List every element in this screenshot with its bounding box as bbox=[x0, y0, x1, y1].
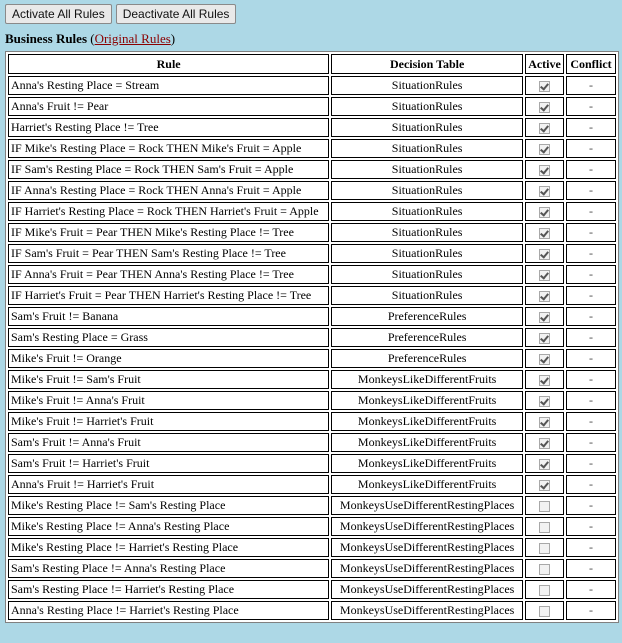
rule-cell: Mike's Fruit != Sam's Fruit bbox=[8, 370, 329, 389]
rule-cell: IF Sam's Fruit = Pear THEN Sam's Resting Place != Tree bbox=[8, 244, 329, 263]
table-row bbox=[8, 391, 616, 410]
conflict-value: - bbox=[589, 414, 593, 428]
conflict-cell bbox=[566, 244, 616, 263]
decision-table-cell: SituationRules bbox=[331, 118, 523, 137]
conflict-value: - bbox=[589, 435, 593, 449]
conflict-value: - bbox=[589, 456, 593, 470]
decision-table-cell: PreferenceRules bbox=[331, 307, 523, 326]
conflict-value: - bbox=[589, 561, 593, 575]
conflict-cell bbox=[566, 118, 616, 137]
active-cell bbox=[525, 286, 564, 305]
active-cell bbox=[525, 433, 564, 452]
toolbar bbox=[5, 4, 236, 24]
table-row bbox=[8, 181, 616, 200]
conflict-cell bbox=[566, 496, 616, 515]
active-checkbox[interactable] bbox=[539, 207, 550, 218]
active-checkbox[interactable] bbox=[539, 102, 550, 113]
table-row bbox=[8, 433, 616, 452]
rule-cell: IF Sam's Resting Place = Rock THEN Sam's Fruit = Apple bbox=[8, 160, 329, 179]
active-checkbox[interactable] bbox=[539, 333, 550, 344]
table-row bbox=[8, 559, 616, 578]
table-row bbox=[8, 118, 616, 137]
rule-cell: Mike's Fruit != Anna's Fruit bbox=[8, 391, 329, 410]
table-row bbox=[8, 244, 616, 263]
conflict-cell bbox=[566, 433, 616, 452]
conflict-value: - bbox=[589, 498, 593, 512]
conflict-value: - bbox=[589, 351, 593, 365]
conflict-value: - bbox=[589, 477, 593, 491]
conflict-cell bbox=[566, 265, 616, 284]
rule-cell: Sam's Resting Place = Grass bbox=[8, 328, 329, 347]
active-checkbox[interactable] bbox=[539, 291, 550, 302]
active-checkbox[interactable] bbox=[539, 144, 550, 155]
active-checkbox[interactable] bbox=[539, 417, 550, 428]
rule-cell: IF Anna's Fruit = Pear THEN Anna's Resting Place != Tree bbox=[8, 265, 329, 284]
conflict-value: - bbox=[589, 267, 593, 281]
decision-table-cell: MonkeysUseDifferentRestingPlaces bbox=[331, 559, 523, 578]
rule-cell: IF Harriet's Fruit = Pear THEN Harriet's Resting Place != Tree bbox=[8, 286, 329, 305]
active-checkbox[interactable] bbox=[539, 543, 550, 554]
active-checkbox[interactable] bbox=[539, 522, 550, 533]
conflict-cell bbox=[566, 97, 616, 116]
conflict-cell bbox=[566, 202, 616, 221]
table-row bbox=[8, 202, 616, 221]
conflict-value: - bbox=[589, 603, 593, 617]
decision-table-cell: MonkeysLikeDifferentFruits bbox=[331, 454, 523, 473]
table-row bbox=[8, 223, 616, 242]
conflict-value: - bbox=[589, 99, 593, 113]
active-cell bbox=[525, 307, 564, 326]
decision-table-cell: PreferenceRules bbox=[331, 349, 523, 368]
rule-cell: Sam's Fruit != Banana bbox=[8, 307, 329, 326]
decision-table-cell: MonkeysUseDifferentRestingPlaces bbox=[331, 517, 523, 536]
decision-table-cell: MonkeysUseDifferentRestingPlaces bbox=[331, 601, 523, 620]
conflict-value: - bbox=[589, 372, 593, 386]
conflict-cell bbox=[566, 76, 616, 95]
rule-cell: IF Mike's Resting Place = Rock THEN Mike's Fruit = Apple bbox=[8, 139, 329, 158]
table-row bbox=[8, 538, 616, 557]
conflict-value: - bbox=[589, 225, 593, 239]
rule-cell: IF Harriet's Resting Place = Rock THEN Harriet's Fruit = Apple bbox=[8, 202, 329, 221]
conflict-cell bbox=[566, 160, 616, 179]
conflict-value: - bbox=[589, 288, 593, 302]
table-row bbox=[8, 454, 616, 473]
conflict-cell bbox=[566, 286, 616, 305]
decision-table-cell: MonkeysLikeDifferentFruits bbox=[331, 412, 523, 431]
decision-table-cell: SituationRules bbox=[331, 244, 523, 263]
rule-cell: Mike's Fruit != Harriet's Fruit bbox=[8, 412, 329, 431]
conflict-value: - bbox=[589, 78, 593, 92]
original-rules-link[interactable]: Original Rules bbox=[94, 31, 171, 46]
conflict-value: - bbox=[589, 330, 593, 344]
rule-cell: Harriet's Resting Place != Tree bbox=[8, 118, 329, 137]
active-cell bbox=[525, 118, 564, 137]
active-checkbox[interactable] bbox=[539, 438, 550, 449]
active-checkbox[interactable] bbox=[539, 396, 550, 407]
rule-cell: Mike's Resting Place != Anna's Resting Place bbox=[8, 517, 329, 536]
decision-table-cell: SituationRules bbox=[331, 202, 523, 221]
active-cell bbox=[525, 580, 564, 599]
table-row bbox=[8, 76, 616, 95]
conflict-cell bbox=[566, 454, 616, 473]
conflict-cell bbox=[566, 391, 616, 410]
table-row bbox=[8, 601, 616, 620]
conflict-cell bbox=[566, 370, 616, 389]
active-cell bbox=[525, 160, 564, 179]
active-cell bbox=[525, 475, 564, 494]
active-cell bbox=[525, 139, 564, 158]
rule-cell: Mike's Fruit != Orange bbox=[8, 349, 329, 368]
table-row bbox=[8, 328, 616, 347]
active-cell bbox=[525, 244, 564, 263]
table-row bbox=[8, 349, 616, 368]
column-header-active: Active bbox=[525, 54, 564, 74]
rule-cell: IF Anna's Resting Place = Rock THEN Anna's Fruit = Apple bbox=[8, 181, 329, 200]
decision-table-cell: MonkeysLikeDifferentFruits bbox=[331, 370, 523, 389]
active-cell bbox=[525, 76, 564, 95]
active-checkbox[interactable] bbox=[539, 123, 550, 134]
activate-all-rules-button[interactable]: Activate All Rules bbox=[5, 4, 112, 24]
conflict-cell bbox=[566, 307, 616, 326]
active-cell bbox=[525, 181, 564, 200]
rule-cell: Anna's Resting Place != Harriet's Resting Place bbox=[8, 601, 329, 620]
decision-table-cell: SituationRules bbox=[331, 76, 523, 95]
decision-table-cell: PreferenceRules bbox=[331, 328, 523, 347]
table-row bbox=[8, 307, 616, 326]
decision-table-cell: MonkeysLikeDifferentFruits bbox=[331, 391, 523, 410]
active-checkbox[interactable] bbox=[539, 312, 550, 323]
table-row bbox=[8, 412, 616, 431]
column-header-rule: Rule bbox=[8, 54, 329, 74]
conflict-cell bbox=[566, 475, 616, 494]
active-checkbox[interactable] bbox=[539, 564, 550, 575]
active-checkbox[interactable] bbox=[539, 165, 550, 176]
section-title: Business Rules bbox=[5, 31, 87, 46]
section-heading bbox=[5, 31, 175, 47]
active-checkbox[interactable] bbox=[539, 186, 550, 197]
close-paren: ) bbox=[170, 31, 176, 46]
decision-table-cell: MonkeysUseDifferentRestingPlaces bbox=[331, 538, 523, 557]
table-row bbox=[8, 496, 616, 515]
conflict-value: - bbox=[589, 141, 593, 155]
decision-table-cell: MonkeysUseDifferentRestingPlaces bbox=[331, 580, 523, 599]
active-checkbox[interactable] bbox=[539, 606, 550, 617]
decision-table-cell: SituationRules bbox=[331, 286, 523, 305]
conflict-value: - bbox=[589, 393, 593, 407]
decision-table-cell: MonkeysLikeDifferentFruits bbox=[331, 475, 523, 494]
active-cell bbox=[525, 496, 564, 515]
conflict-value: - bbox=[589, 519, 593, 533]
table-row bbox=[8, 580, 616, 599]
column-header-decision-table: Decision Table bbox=[331, 54, 523, 74]
conflict-value: - bbox=[589, 120, 593, 134]
active-checkbox[interactable] bbox=[539, 270, 550, 281]
decision-table-cell: SituationRules bbox=[331, 139, 523, 158]
conflict-cell bbox=[566, 601, 616, 620]
rule-cell: Sam's Fruit != Anna's Fruit bbox=[8, 433, 329, 452]
decision-table-cell: SituationRules bbox=[331, 97, 523, 116]
active-cell bbox=[525, 349, 564, 368]
table-row bbox=[8, 265, 616, 284]
decision-table-cell: MonkeysLikeDifferentFruits bbox=[331, 433, 523, 452]
active-checkbox[interactable] bbox=[539, 375, 550, 386]
header-row bbox=[8, 54, 616, 74]
conflict-cell bbox=[566, 412, 616, 431]
conflict-cell bbox=[566, 223, 616, 242]
conflict-cell bbox=[566, 349, 616, 368]
rule-cell: Mike's Resting Place != Harriet's Resting Place bbox=[8, 538, 329, 557]
active-checkbox[interactable] bbox=[539, 585, 550, 596]
rules-table-body bbox=[8, 76, 616, 620]
rule-cell: Sam's Resting Place != Harriet's Resting Place bbox=[8, 580, 329, 599]
rule-cell: Mike's Resting Place != Sam's Resting Place bbox=[8, 496, 329, 515]
rule-cell: IF Mike's Fruit = Pear THEN Mike's Resting Place != Tree bbox=[8, 223, 329, 242]
active-checkbox[interactable] bbox=[539, 480, 550, 491]
table-row bbox=[8, 370, 616, 389]
conflict-cell bbox=[566, 517, 616, 536]
active-checkbox[interactable] bbox=[539, 459, 550, 470]
conflict-value: - bbox=[589, 162, 593, 176]
rule-cell: Anna's Fruit != Pear bbox=[8, 97, 329, 116]
decision-table-cell: MonkeysUseDifferentRestingPlaces bbox=[331, 496, 523, 515]
active-cell bbox=[525, 370, 564, 389]
active-cell bbox=[525, 328, 564, 347]
active-checkbox[interactable] bbox=[539, 354, 550, 365]
decision-table-cell: SituationRules bbox=[331, 265, 523, 284]
table-row bbox=[8, 97, 616, 116]
conflict-value: - bbox=[589, 309, 593, 323]
active-cell bbox=[525, 223, 564, 242]
decision-table-cell: SituationRules bbox=[331, 223, 523, 242]
table-row bbox=[8, 475, 616, 494]
active-cell bbox=[525, 202, 564, 221]
active-checkbox[interactable] bbox=[539, 249, 550, 260]
table-row bbox=[8, 139, 616, 158]
conflict-value: - bbox=[589, 246, 593, 260]
conflict-cell bbox=[566, 538, 616, 557]
open-paren: ( bbox=[90, 31, 95, 46]
decision-table-cell: SituationRules bbox=[331, 181, 523, 200]
conflict-cell bbox=[566, 181, 616, 200]
rule-cell: Anna's Resting Place = Stream bbox=[8, 76, 329, 95]
table-row bbox=[8, 286, 616, 305]
active-cell bbox=[525, 97, 564, 116]
deactivate-all-rules-button[interactable]: Deactivate All Rules bbox=[116, 4, 237, 24]
active-cell bbox=[525, 454, 564, 473]
conflict-cell bbox=[566, 559, 616, 578]
conflict-value: - bbox=[589, 540, 593, 554]
active-checkbox[interactable] bbox=[539, 81, 550, 92]
conflict-cell bbox=[566, 139, 616, 158]
column-header-conflict: Conflict bbox=[566, 54, 616, 74]
rule-cell: Sam's Resting Place != Anna's Resting Place bbox=[8, 559, 329, 578]
business-rules-table bbox=[5, 51, 619, 623]
conflict-value: - bbox=[589, 183, 593, 197]
active-cell bbox=[525, 412, 564, 431]
conflict-cell bbox=[566, 328, 616, 347]
active-cell bbox=[525, 601, 564, 620]
conflict-cell bbox=[566, 580, 616, 599]
active-cell bbox=[525, 559, 564, 578]
table-row bbox=[8, 160, 616, 179]
conflict-value: - bbox=[589, 204, 593, 218]
table-row bbox=[8, 517, 616, 536]
active-cell bbox=[525, 391, 564, 410]
active-cell bbox=[525, 265, 564, 284]
active-checkbox[interactable] bbox=[539, 228, 550, 239]
decision-table-cell: SituationRules bbox=[331, 160, 523, 179]
active-cell bbox=[525, 538, 564, 557]
active-checkbox[interactable] bbox=[539, 501, 550, 512]
active-cell bbox=[525, 517, 564, 536]
rule-cell: Anna's Fruit != Harriet's Fruit bbox=[8, 475, 329, 494]
conflict-value: - bbox=[589, 582, 593, 596]
rule-cell: Sam's Fruit != Harriet's Fruit bbox=[8, 454, 329, 473]
